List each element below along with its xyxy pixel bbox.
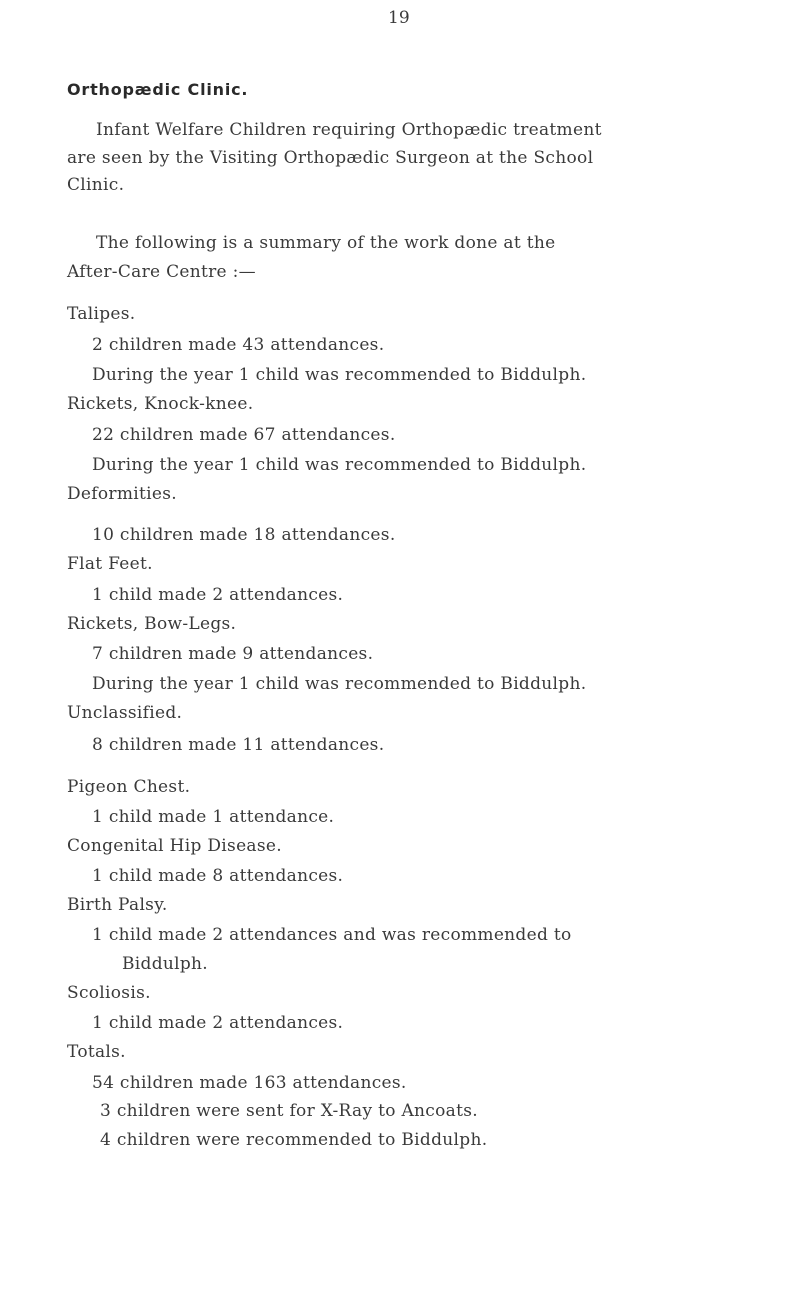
- page-number: 19: [388, 8, 410, 28]
- intro-line: The following is a summary of the work done at the: [96, 233, 556, 253]
- condition-heading: Talipes.: [67, 304, 136, 324]
- condition-heading: Birth Palsy.: [67, 895, 168, 915]
- entry-line: 8 children made 11 attendances.: [92, 735, 385, 755]
- condition-heading: Congenital Hip Disease.: [67, 836, 282, 856]
- entry-line: 1 child made 8 attendances.: [92, 866, 344, 886]
- intro-line: After-Care Centre :—: [67, 262, 256, 282]
- entry-line: During the year 1 child was recommended to Biddulph.: [92, 455, 587, 475]
- condition-heading: Pigeon Chest.: [67, 777, 191, 797]
- intro-line: Infant Welfare Children requiring Orthopædic treatment: [96, 120, 602, 140]
- entry-line: 1 child made 1 attendance.: [92, 807, 335, 827]
- entry-line: 1 child made 2 attendances and was recommended to: [92, 925, 572, 945]
- condition-heading: Unclassified.: [67, 703, 183, 723]
- entry-line: 1 child made 2 attendances.: [92, 585, 344, 605]
- entry-line: 4 children were recommended to Biddulph.: [100, 1130, 488, 1150]
- condition-heading: Deformities.: [67, 484, 177, 504]
- intro-line: Clinic.: [67, 175, 125, 195]
- entry-line: 54 children made 163 attendances.: [92, 1073, 407, 1093]
- entry-line: 1 child made 2 attendances.: [92, 1013, 344, 1033]
- entry-line: 3 children were sent for X-Ray to Ancoats.: [100, 1101, 478, 1121]
- entry-line: Biddulph.: [122, 954, 209, 974]
- condition-heading: Totals.: [67, 1042, 126, 1062]
- entry-line: During the year 1 child was recommended to Biddulph.: [92, 365, 587, 385]
- entry-line: 2 children made 43 attendances.: [92, 335, 385, 355]
- entry-line: 7 children made 9 attendances.: [92, 644, 374, 664]
- section-heading: Orthopædic Clinic.: [67, 80, 249, 99]
- entry-line: During the year 1 child was recommended to Biddulph.: [92, 674, 587, 694]
- condition-heading: Flat Feet.: [67, 554, 153, 574]
- condition-heading: Rickets, Bow-Legs.: [67, 614, 237, 634]
- entry-line: 22 children made 67 attendances.: [92, 425, 396, 445]
- entry-line: 10 children made 18 attendances.: [92, 525, 396, 545]
- intro-line: are seen by the Visiting Orthopædic Surgeon at the School: [67, 148, 594, 168]
- condition-heading: Rickets, Knock-knee.: [67, 394, 254, 414]
- condition-heading: Scoliosis.: [67, 983, 151, 1003]
